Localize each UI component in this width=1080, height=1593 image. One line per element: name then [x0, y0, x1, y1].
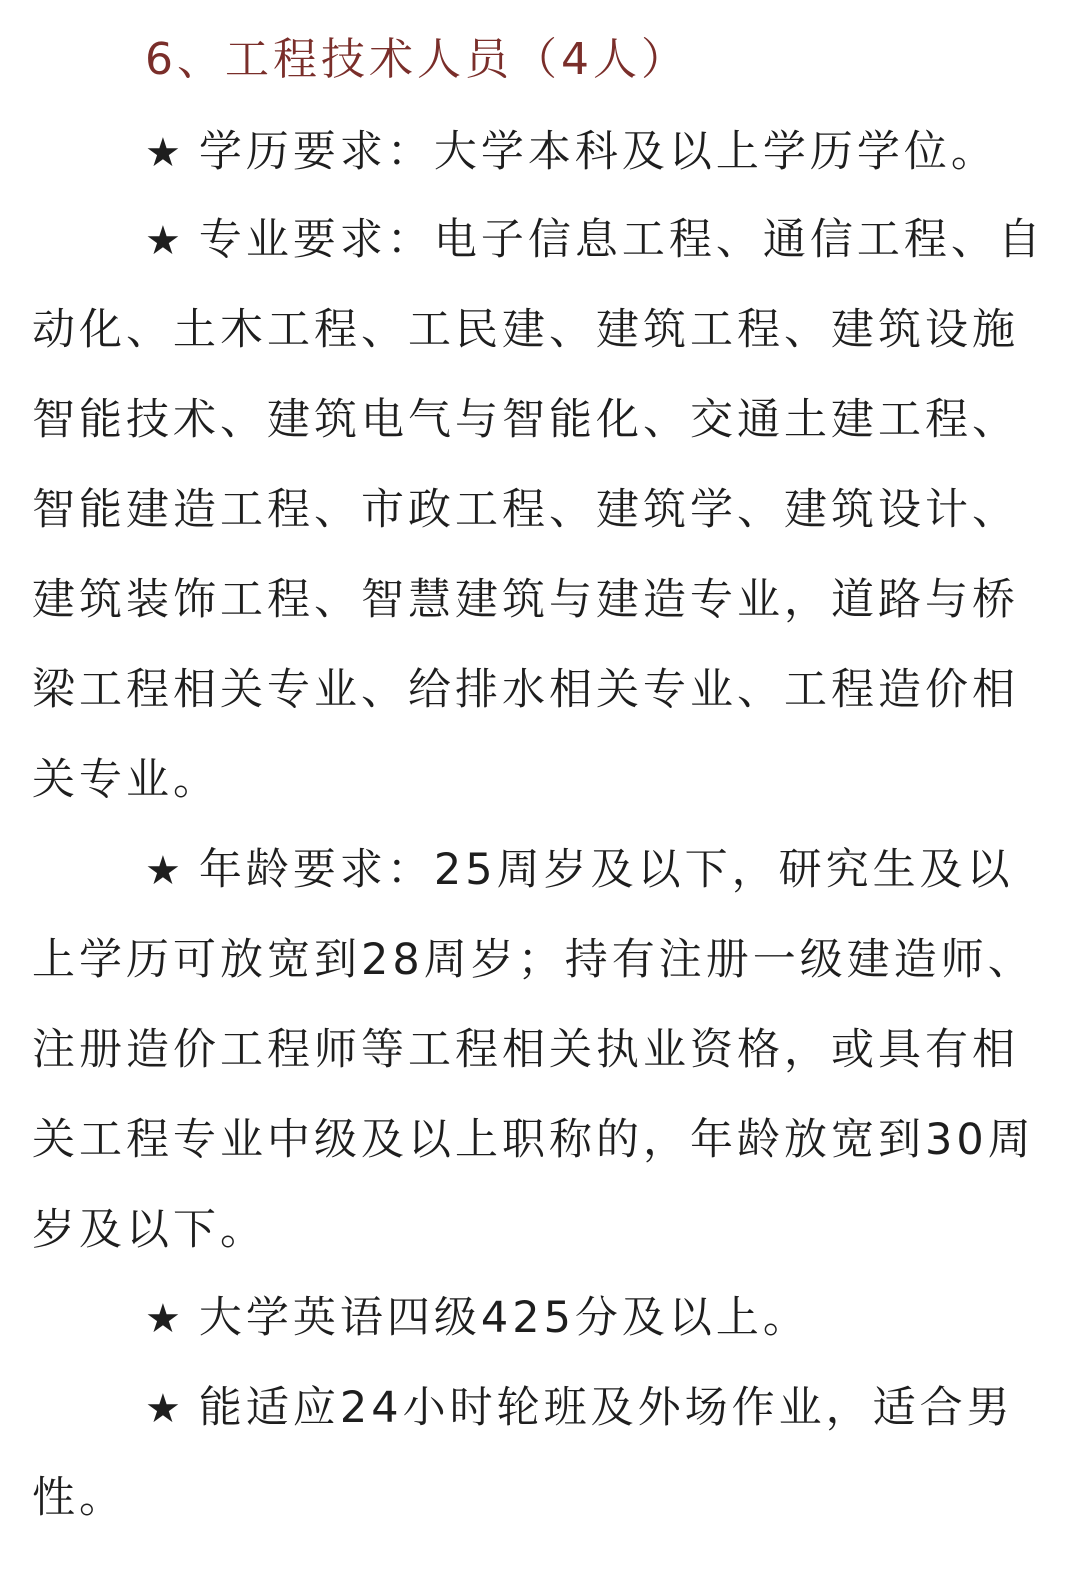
major-text-line: 专业要求：电子信息工程、通信工程、自 — [198, 215, 1045, 265]
shift-text-line: 能适应24小时轮班及外场作业，适合男 — [198, 1383, 1014, 1433]
age-requirement — [145, 840, 1014, 901]
major-text-line: 建筑装饰工程、智慧建筑与建造专业，道路与桥 — [32, 575, 1019, 625]
english-requirement — [145, 1288, 810, 1349]
major-text-line: 关专业。 — [32, 755, 220, 805]
education-requirement — [145, 122, 998, 183]
education-text: 学历要求：大学本科及以上学历学位。 — [198, 127, 998, 177]
english-text: 大学英语四级425分及以上。 — [198, 1293, 810, 1343]
major-text-line: 梁工程相关专业、给排水相关专业、工程造价相 — [32, 665, 1019, 715]
age-text-line: 上学历可放宽到28周岁；持有注册一级建造师、 — [32, 935, 1035, 985]
age-text-line: 关工程专业中级及以上职称的，年龄放宽到30周 — [32, 1115, 1035, 1165]
major-text-line: 智能技术、建筑电气与智能化、交通土建工程、 — [32, 395, 1019, 445]
star-bullet-icon: ★ — [145, 1296, 185, 1342]
star-bullet-icon: ★ — [145, 848, 185, 894]
section-title: 6、工程技术人员（4人） — [145, 34, 689, 85]
age-text-line: 年龄要求：25周岁及以下，研究生及以 — [198, 845, 1014, 895]
shift-text-line: 性。 — [32, 1473, 126, 1523]
age-text-line: 岁及以下。 — [32, 1205, 267, 1255]
star-bullet-icon: ★ — [145, 1386, 185, 1432]
major-requirement — [145, 210, 1045, 271]
shift-requirement — [145, 1378, 1014, 1439]
star-bullet-icon: ★ — [145, 218, 185, 264]
star-bullet-icon: ★ — [145, 130, 185, 176]
major-text-line: 动化、土木工程、工民建、建筑工程、建筑设施 — [32, 305, 1019, 355]
major-text-line: 智能建造工程、市政工程、建筑学、建筑设计、 — [32, 485, 1019, 535]
age-text-line: 注册造价工程师等工程相关执业资格，或具有相 — [32, 1025, 1019, 1075]
